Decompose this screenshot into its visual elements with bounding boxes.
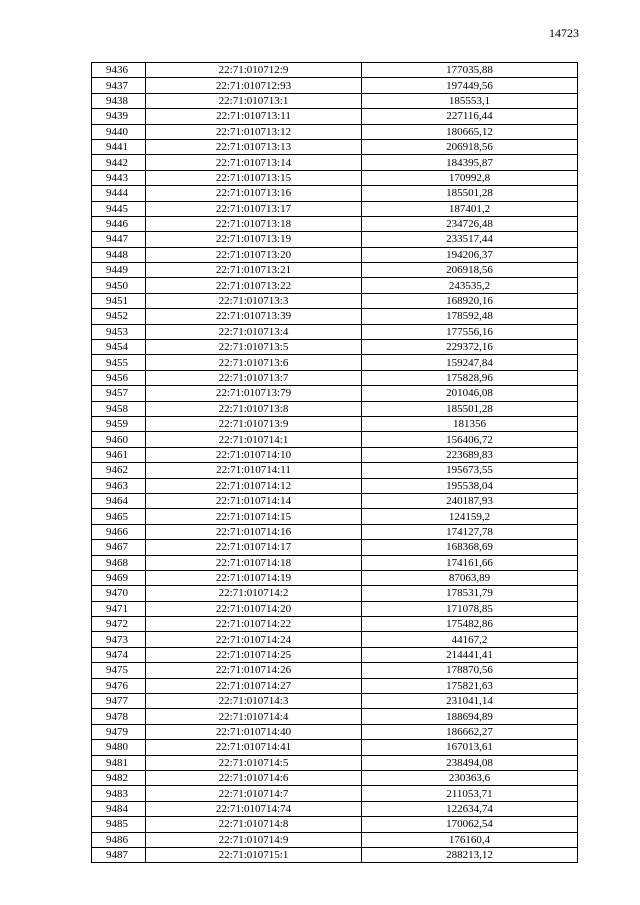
- cadastral-value-cell: 186662,27: [362, 724, 578, 739]
- cadastral-number-cell: 22:71:010714:4: [146, 709, 362, 724]
- cadastral-number-cell: 22:71:010714:22: [146, 617, 362, 632]
- table-row: [92, 832, 578, 847]
- cadastral-value-cell: 201046,08: [362, 386, 578, 401]
- cadastral-value-cell: 185501,28: [362, 186, 578, 201]
- table-row: [92, 617, 578, 632]
- table-row: [92, 386, 578, 401]
- cadastral-number-cell: 22:71:010712:93: [146, 78, 362, 93]
- cadastral-number-cell: 22:71:010714:3: [146, 694, 362, 709]
- table-row: [92, 694, 578, 709]
- cadastral-number-cell: 22:71:010713:6: [146, 355, 362, 370]
- table-row: [92, 632, 578, 647]
- row-number-cell: 9459: [92, 416, 146, 431]
- cadastral-number-cell: 22:71:010713:1: [146, 93, 362, 108]
- cadastral-number-cell: 22:71:010713:9: [146, 416, 362, 431]
- table-row: [92, 817, 578, 832]
- cadastral-number-cell: 22:71:010714:11: [146, 463, 362, 478]
- table-row: [92, 355, 578, 370]
- cadastral-value-cell: 178870,56: [362, 663, 578, 678]
- cadastral-value-cell: 124159,2: [362, 509, 578, 524]
- cadastral-number-cell: 22:71:010714:7: [146, 786, 362, 801]
- table-row: [92, 278, 578, 293]
- cadastral-value-cell: 194206,37: [362, 247, 578, 262]
- row-number-cell: 9443: [92, 170, 146, 185]
- cadastral-number-cell: 22:71:010714:26: [146, 663, 362, 678]
- table-row: [92, 370, 578, 385]
- cadastral-number-cell: 22:71:010713:17: [146, 201, 362, 216]
- table-row: [92, 509, 578, 524]
- table-row: [92, 232, 578, 247]
- cadastral-value-cell: 240187,93: [362, 493, 578, 508]
- cadastral-value-cell: 231041,14: [362, 694, 578, 709]
- row-number-cell: 9485: [92, 817, 146, 832]
- table-row: [92, 78, 578, 93]
- table-row: [92, 847, 578, 862]
- page-number: 14723: [549, 26, 579, 40]
- table-row: [92, 570, 578, 585]
- cadastral-value-cell: 234726,48: [362, 216, 578, 231]
- cadastral-value-cell: 243535,2: [362, 278, 578, 293]
- table-row: [92, 740, 578, 755]
- row-number-cell: 9442: [92, 155, 146, 170]
- cadastral-value-cell: 156406,72: [362, 432, 578, 447]
- table-row: [92, 201, 578, 216]
- table-row: [92, 524, 578, 539]
- cadastral-number-cell: 22:71:010713:39: [146, 309, 362, 324]
- row-number-cell: 9455: [92, 355, 146, 370]
- row-number-cell: 9482: [92, 770, 146, 785]
- table-row: [92, 709, 578, 724]
- cadastral-value-cell: 197449,56: [362, 78, 578, 93]
- cadastral-value-cell: 206918,56: [362, 263, 578, 278]
- cadastral-value-cell: 178592,48: [362, 309, 578, 324]
- row-number-cell: 9475: [92, 663, 146, 678]
- cadastral-number-cell: 22:71:010714:2: [146, 586, 362, 601]
- table-row: [92, 801, 578, 816]
- table-row: [92, 463, 578, 478]
- cadastral-number-cell: 22:71:010713:22: [146, 278, 362, 293]
- cadastral-value-cell: 175821,63: [362, 678, 578, 693]
- cadastral-number-cell: 22:71:010714:74: [146, 801, 362, 816]
- cadastral-value-cell: 176160,4: [362, 832, 578, 847]
- cadastral-number-cell: 22:71:010714:20: [146, 601, 362, 616]
- table-row: [92, 216, 578, 231]
- cadastral-number-cell: 22:71:010713:19: [146, 232, 362, 247]
- row-number-cell: 9473: [92, 632, 146, 647]
- table-row: [92, 93, 578, 108]
- cadastral-number-cell: 22:71:010713:15: [146, 170, 362, 185]
- cadastral-value-cell: 229372,16: [362, 340, 578, 355]
- cadastral-value-cell: 122634,74: [362, 801, 578, 816]
- row-number-cell: 9487: [92, 847, 146, 862]
- cadastral-value-cell: 238494,08: [362, 755, 578, 770]
- table-row: [92, 139, 578, 154]
- row-number-cell: 9472: [92, 617, 146, 632]
- cadastral-value-cell: 185553,1: [362, 93, 578, 108]
- row-number-cell: 9450: [92, 278, 146, 293]
- cadastral-number-cell: 22:71:010712:9: [146, 63, 362, 78]
- table-row: [92, 724, 578, 739]
- cadastral-value-cell: 230363,6: [362, 770, 578, 785]
- cadastral-value-cell: 187401,2: [362, 201, 578, 216]
- cadastral-value-cell: 168368,69: [362, 540, 578, 555]
- row-number-cell: 9453: [92, 324, 146, 339]
- cadastral-number-cell: 22:71:010714:6: [146, 770, 362, 785]
- row-number-cell: 9469: [92, 570, 146, 585]
- cadastral-number-cell: 22:71:010714:12: [146, 478, 362, 493]
- row-number-cell: 9468: [92, 555, 146, 570]
- table-row: [92, 155, 578, 170]
- table-row: [92, 109, 578, 124]
- table-row: [92, 586, 578, 601]
- cadastral-value-cell: 44167,2: [362, 632, 578, 647]
- cadastral-number-cell: 22:71:010714:10: [146, 447, 362, 462]
- cadastral-value-cell: 177035,88: [362, 63, 578, 78]
- row-number-cell: 9467: [92, 540, 146, 555]
- cadastral-value-table: [91, 62, 578, 863]
- cadastral-number-cell: 22:71:010713:3: [146, 293, 362, 308]
- row-number-cell: 9484: [92, 801, 146, 816]
- table-row: [92, 124, 578, 139]
- cadastral-number-cell: 22:71:010714:15: [146, 509, 362, 524]
- cadastral-value-cell: 181356: [362, 416, 578, 431]
- row-number-cell: 9481: [92, 755, 146, 770]
- row-number-cell: 9463: [92, 478, 146, 493]
- cadastral-value-cell: 211053,71: [362, 786, 578, 801]
- cadastral-number-cell: 22:71:010713:16: [146, 186, 362, 201]
- cadastral-number-cell: 22:71:010713:5: [146, 340, 362, 355]
- cadastral-number-cell: 22:71:010713:79: [146, 386, 362, 401]
- cadastral-number-cell: 22:71:010713:14: [146, 155, 362, 170]
- cadastral-value-cell: 175828,96: [362, 370, 578, 385]
- cadastral-number-cell: 22:71:010714:18: [146, 555, 362, 570]
- table-row: [92, 293, 578, 308]
- cadastral-value-cell: 175482,86: [362, 617, 578, 632]
- cadastral-number-cell: 22:71:010714:1: [146, 432, 362, 447]
- table-row: [92, 63, 578, 78]
- cadastral-value-cell: 188694,89: [362, 709, 578, 724]
- cadastral-number-cell: 22:71:010714:24: [146, 632, 362, 647]
- cadastral-number-cell: 22:71:010713:4: [146, 324, 362, 339]
- table-row: [92, 263, 578, 278]
- table-row: [92, 601, 578, 616]
- cadastral-value-cell: 288213,12: [362, 847, 578, 862]
- table-row: [92, 247, 578, 262]
- cadastral-value-cell: 214441,41: [362, 647, 578, 662]
- row-number-cell: 9457: [92, 386, 146, 401]
- cadastral-number-cell: 22:71:010713:20: [146, 247, 362, 262]
- row-number-cell: 9461: [92, 447, 146, 462]
- row-number-cell: 9476: [92, 678, 146, 693]
- table-row: [92, 416, 578, 431]
- table-row: [92, 170, 578, 185]
- row-number-cell: 9462: [92, 463, 146, 478]
- row-number-cell: 9470: [92, 586, 146, 601]
- cadastral-number-cell: 22:71:010714:5: [146, 755, 362, 770]
- cadastral-value-cell: 178531,79: [362, 586, 578, 601]
- row-number-cell: 9478: [92, 709, 146, 724]
- cadastral-value-cell: 174127,78: [362, 524, 578, 539]
- row-number-cell: 9465: [92, 509, 146, 524]
- cadastral-number-cell: 22:71:010714:25: [146, 647, 362, 662]
- row-number-cell: 9456: [92, 370, 146, 385]
- row-number-cell: 9460: [92, 432, 146, 447]
- table-row: [92, 432, 578, 447]
- cadastral-value-cell: 177556,16: [362, 324, 578, 339]
- cadastral-number-cell: 22:71:010714:19: [146, 570, 362, 585]
- row-number-cell: 9480: [92, 740, 146, 755]
- cadastral-value-cell: 184395,87: [362, 155, 578, 170]
- cadastral-value-cell: 227116,44: [362, 109, 578, 124]
- row-number-cell: 9466: [92, 524, 146, 539]
- table-row: [92, 309, 578, 324]
- row-number-cell: 9464: [92, 493, 146, 508]
- row-number-cell: 9440: [92, 124, 146, 139]
- cadastral-value-cell: 167013,61: [362, 740, 578, 755]
- row-number-cell: 9486: [92, 832, 146, 847]
- cadastral-value-cell: 168920,16: [362, 293, 578, 308]
- cadastral-value-cell: 174161,66: [362, 555, 578, 570]
- row-number-cell: 9447: [92, 232, 146, 247]
- row-number-cell: 9448: [92, 247, 146, 262]
- table-row: [92, 340, 578, 355]
- row-number-cell: 9441: [92, 139, 146, 154]
- cadastral-value-cell: 170062,54: [362, 817, 578, 832]
- table-row: [92, 324, 578, 339]
- cadastral-number-cell: 22:71:010713:8: [146, 401, 362, 416]
- row-number-cell: 9471: [92, 601, 146, 616]
- row-number-cell: 9436: [92, 63, 146, 78]
- table-row: [92, 401, 578, 416]
- row-number-cell: 9449: [92, 263, 146, 278]
- row-number-cell: 9451: [92, 293, 146, 308]
- table-body: [92, 63, 578, 863]
- cadastral-number-cell: 22:71:010713:12: [146, 124, 362, 139]
- cadastral-value-cell: 195538,04: [362, 478, 578, 493]
- table-row: [92, 755, 578, 770]
- row-number-cell: 9474: [92, 647, 146, 662]
- table-row: [92, 647, 578, 662]
- cadastral-number-cell: 22:71:010713:18: [146, 216, 362, 231]
- table-row: [92, 786, 578, 801]
- row-number-cell: 9479: [92, 724, 146, 739]
- cadastral-value-cell: 170992,8: [362, 170, 578, 185]
- row-number-cell: 9446: [92, 216, 146, 231]
- cadastral-number-cell: 22:71:010714:9: [146, 832, 362, 847]
- row-number-cell: 9454: [92, 340, 146, 355]
- table-row: [92, 555, 578, 570]
- cadastral-number-cell: 22:71:010714:14: [146, 493, 362, 508]
- row-number-cell: 9445: [92, 201, 146, 216]
- cadastral-number-cell: 22:71:010714:8: [146, 817, 362, 832]
- cadastral-number-cell: 22:71:010714:27: [146, 678, 362, 693]
- row-number-cell: 9444: [92, 186, 146, 201]
- cadastral-number-cell: 22:71:010714:40: [146, 724, 362, 739]
- cadastral-value-cell: 233517,44: [362, 232, 578, 247]
- cadastral-number-cell: 22:71:010715:1: [146, 847, 362, 862]
- cadastral-value-cell: 195673,55: [362, 463, 578, 478]
- cadastral-value-cell: 159247,84: [362, 355, 578, 370]
- cadastral-number-cell: 22:71:010714:16: [146, 524, 362, 539]
- table-row: [92, 478, 578, 493]
- cadastral-number-cell: 22:71:010714:17: [146, 540, 362, 555]
- row-number-cell: 9458: [92, 401, 146, 416]
- table-row: [92, 493, 578, 508]
- table-row: [92, 540, 578, 555]
- row-number-cell: 9483: [92, 786, 146, 801]
- table-row: [92, 678, 578, 693]
- cadastral-value-cell: 180665,12: [362, 124, 578, 139]
- cadastral-number-cell: 22:71:010713:7: [146, 370, 362, 385]
- cadastral-value-cell: 206918,56: [362, 139, 578, 154]
- cadastral-value-cell: 171078,85: [362, 601, 578, 616]
- row-number-cell: 9439: [92, 109, 146, 124]
- table-row: [92, 770, 578, 785]
- table-row: [92, 447, 578, 462]
- cadastral-value-cell: 87063,89: [362, 570, 578, 585]
- table-row: [92, 663, 578, 678]
- cadastral-value-cell: 185501,28: [362, 401, 578, 416]
- table-row: [92, 186, 578, 201]
- cadastral-value-cell: 223689,83: [362, 447, 578, 462]
- cadastral-number-cell: 22:71:010713:11: [146, 109, 362, 124]
- row-number-cell: 9438: [92, 93, 146, 108]
- cadastral-number-cell: 22:71:010713:21: [146, 263, 362, 278]
- row-number-cell: 9477: [92, 694, 146, 709]
- cadastral-number-cell: 22:71:010714:41: [146, 740, 362, 755]
- row-number-cell: 9452: [92, 309, 146, 324]
- cadastral-number-cell: 22:71:010713:13: [146, 139, 362, 154]
- row-number-cell: 9437: [92, 78, 146, 93]
